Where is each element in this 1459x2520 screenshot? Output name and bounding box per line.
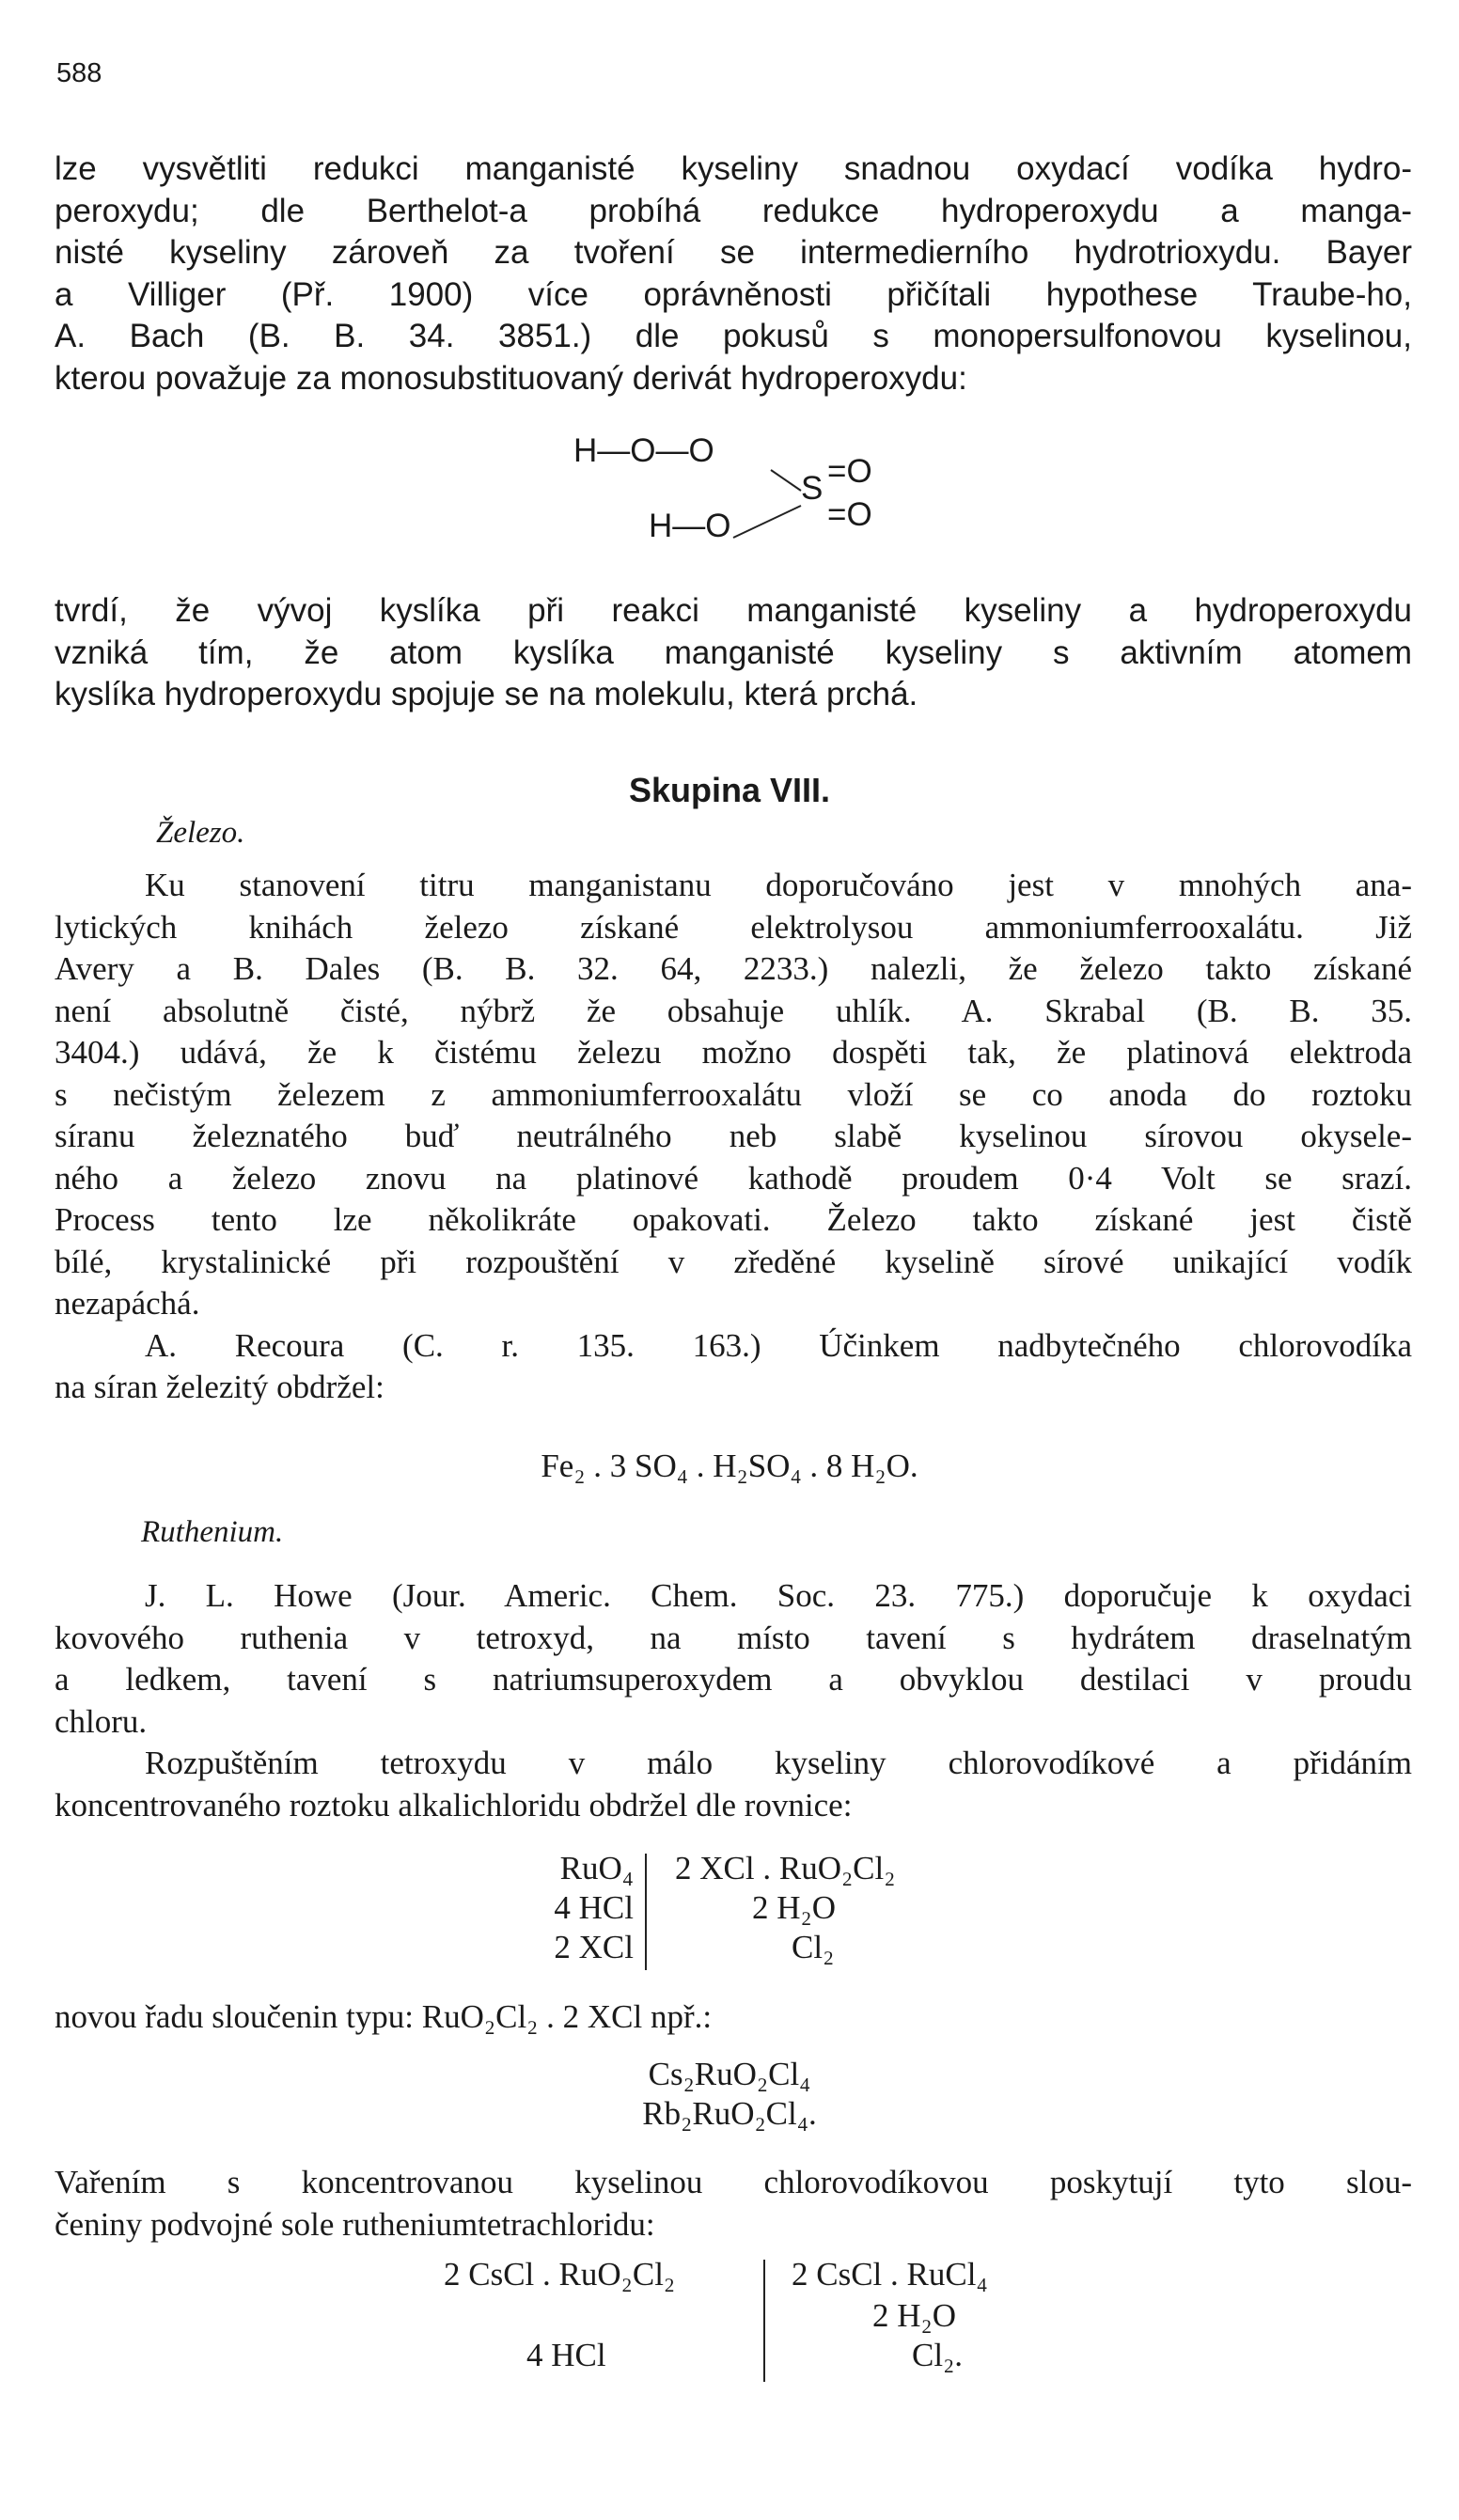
equation-2 xyxy=(0,2256,1459,2387)
text-line: a Villiger (Př. 1900) více oprávněnosti přičítali hypothese Traube-ho, xyxy=(55,275,1412,313)
eq2-divider xyxy=(763,2260,765,2382)
structure-oxo-2: =O xyxy=(827,496,872,533)
page-number: 588 xyxy=(56,58,102,88)
structural-formula xyxy=(564,432,940,573)
text-line: čeniny podvojné sole rutheniumtetrachloridu: xyxy=(55,2205,655,2243)
eq2-right-1: 2 CsCl . RuCl₄ xyxy=(792,2256,988,2293)
text-line: lytických knihách železo získané elektrolysou ammoniumferrooxalátu. Již xyxy=(55,908,1412,946)
examples xyxy=(0,2055,1459,2134)
intro-paragraph xyxy=(55,149,1412,399)
eq2-left-2: 4 HCl xyxy=(526,2337,606,2373)
zelezo-label: Železo. xyxy=(156,816,245,850)
text-line: nisté kyseliny zároveň za tvoření se intermedierního hydrotrioxydu. Bayer xyxy=(55,234,1412,271)
text-line: Process tento lze několikráte opakovati. Železo takto získané jest čistě xyxy=(55,1201,1412,1238)
text-line: chloru. xyxy=(55,1702,148,1740)
text-line: 3404.) udává, že k čistému železu možno dospěti tak, že platinová elektroda xyxy=(55,1034,1412,1071)
text-line: tvrdí, že vývoj kyslíka při reakci manganisté kyseliny a hydroperoxydu xyxy=(55,592,1412,629)
eq2-right-3: Cl₂. xyxy=(912,2337,964,2373)
text-line: Avery a B. Dales (B. B. 32. 64, 2233.) nalezli, že železo takto získané xyxy=(55,950,1412,987)
eq1-left-1: RuO₄ xyxy=(559,1850,634,1886)
text-line: na síran železitý obdržel: xyxy=(55,1369,384,1405)
text-line: peroxydu; dle Berthelot-a probíhá redukce hydroperoxydu a manga- xyxy=(55,192,1412,229)
text-line: bílé, krystalinické při rozpouštění v zředěné kyselině sírové unikající vodík xyxy=(55,1243,1412,1280)
eq1-right-3: Cl₂ xyxy=(792,1929,835,1965)
eq2-left-1: 2 CsCl . RuO₂Cl₂ xyxy=(444,2256,676,2293)
text-line: A. Recoura (C. r. 135. 163.) Účinkem nadbytečného chlorovodíka xyxy=(145,1326,1412,1364)
structure-oxo-1: =O xyxy=(827,453,872,490)
text-line: Vařením s koncentrovanou kyselinou chlorovodíkovou poskytují tyto slou- xyxy=(55,2164,1412,2200)
text-line: A. Bach (B. B. 34. 3851.) dle pokusů s monopersulfonovou kyselinou, xyxy=(55,318,1412,354)
text-line: kyslíka hydroperoxydu spojuje se na molekulu, která prchá. xyxy=(55,676,918,712)
paragraph-2 xyxy=(55,590,1412,716)
text-line: J. L. Howe (Jour. Americ. Chem. Soc. 23. 775.) doporučuje k oxydaci xyxy=(145,1577,1412,1614)
text-line: s nečistým železem z ammoniumferrooxalátu vloží se co anoda do roztoku xyxy=(55,1075,1412,1113)
text-line: nezapáchá. xyxy=(55,1285,200,1322)
eq1-right-1: 2 XCl . RuO₂Cl₂ xyxy=(675,1850,896,1886)
structure-line-1: H—O—O xyxy=(573,432,714,469)
eq1-right-2: 2 H₂O xyxy=(752,1889,837,1926)
text-line: a ledkem, tavení s natriumsuperoxydem a obvyklou destilaci v proudu xyxy=(55,1661,1412,1698)
text-line: ného a železo znovu na platinové kathodě proudem 0·4 Volt se srazí. xyxy=(55,1159,1412,1197)
text-line: kterou považuje za monosubstituovaný derivát hydroperoxydu: xyxy=(55,359,967,397)
iron-sulfate-formula: Fe₂ . 3 SO₄ . H₂SO₄ . 8 H₂O. xyxy=(541,1448,918,1484)
ruthenium-paragraph xyxy=(55,1575,1412,1826)
eq1-left-2: 4 HCl xyxy=(554,1889,634,1926)
zelezo-paragraph xyxy=(55,865,1412,1409)
structure-bonds xyxy=(564,432,940,573)
section-heading: Skupina VIII. xyxy=(628,771,831,809)
text-line: koncentrovaného roztoku alkalichloridu obdržel dle rovnice: xyxy=(55,1786,853,1823)
eq2-right-2: 2 H₂O xyxy=(872,2297,957,2334)
structure-line-2: H—O xyxy=(649,508,731,544)
example-cs: Cs₂RuO₂Cl₄ xyxy=(648,2056,811,2092)
eq1-divider xyxy=(645,1854,647,1970)
text-line: kovového ruthenia v tetroxyd, na místo tavení s hydrátem draselnatým xyxy=(55,1619,1412,1656)
text-line: Ku stanovení titru manganistanu doporučováno jest v mnohých ana- xyxy=(145,867,1412,903)
text-line: síranu železnatého buď neutrálného neb slabě kyselinou sírovou okysele- xyxy=(55,1118,1412,1154)
text-line: novou řadu sloučenin typu: RuO₂Cl₂ . 2 XCl npř.: xyxy=(55,1998,713,2035)
structure-sulfur: S xyxy=(801,470,824,507)
equation-1 xyxy=(0,1850,1459,1977)
ruthenium-label: Ruthenium. xyxy=(141,1515,284,1549)
ruthenium-paragraph-3 xyxy=(55,2162,1412,2246)
text-line: Rozpuštěním tetroxydu v málo kyseliny chlorovodíkové a přidáním xyxy=(145,1745,1412,1781)
text-line: není absolutně čisté, nýbrž že obsahuje uhlík. A. Skrabal (B. B. 35. xyxy=(55,992,1412,1029)
example-rb: Rb₂RuO₂Cl₄. xyxy=(642,2095,817,2132)
text-line: vzniká tím, že atom kyslíka manganisté kyseliny s aktivním atomem xyxy=(55,634,1412,671)
text-line: lze vysvětliti redukci manganisté kyseliny snadnou oxydací vodíka hydro- xyxy=(55,150,1412,187)
novou-line xyxy=(55,1996,1412,2039)
eq1-left-3: 2 XCl xyxy=(554,1929,634,1965)
